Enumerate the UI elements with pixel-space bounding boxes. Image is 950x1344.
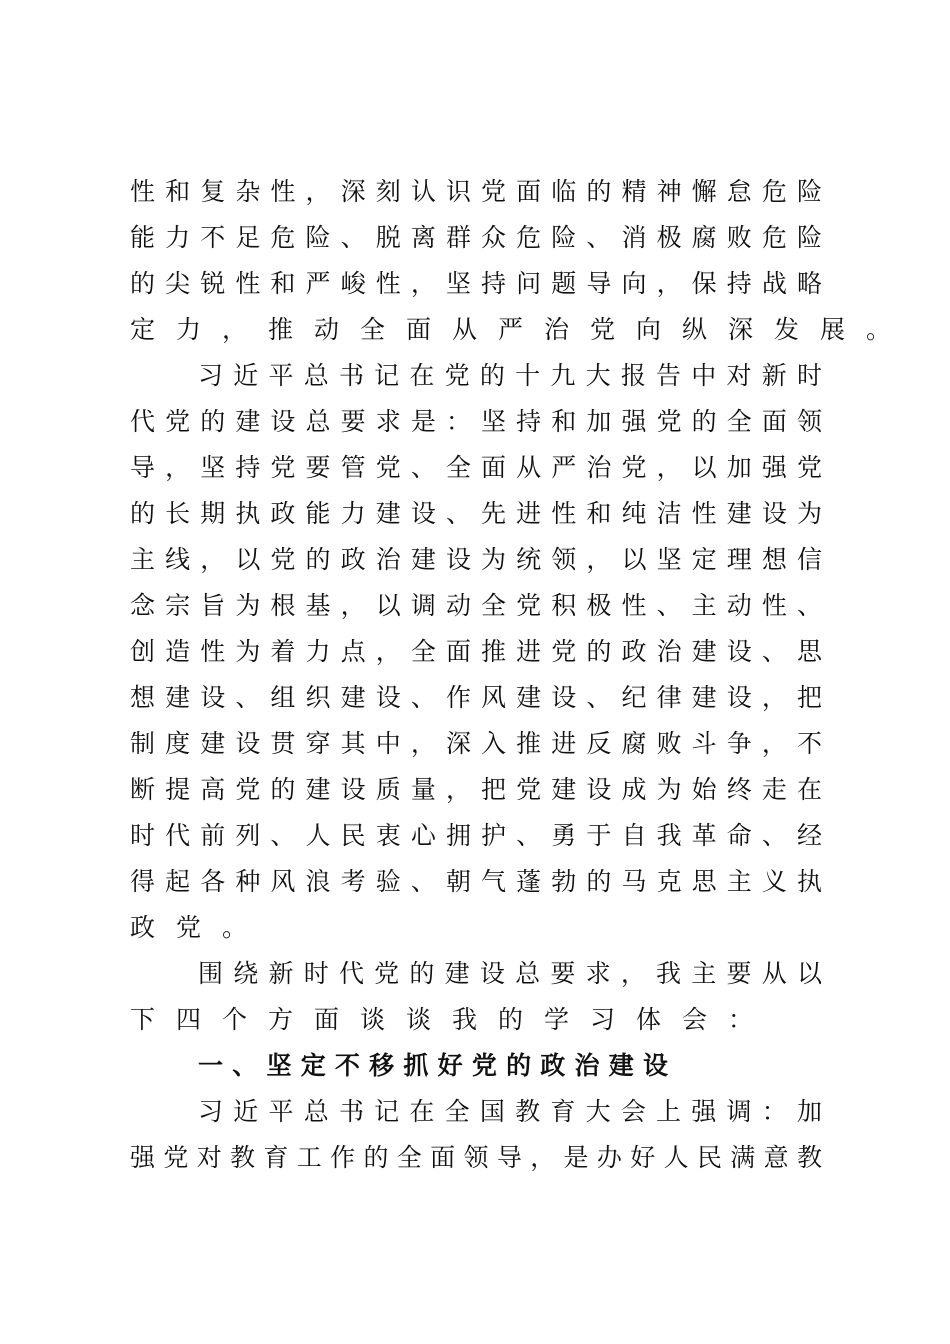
text-line: 代党的建设总要求是：坚持和加强党的全面领 — [130, 407, 822, 436]
text-line: 得起各种风浪考验、朝气蓬勃的马克思主义执 — [130, 867, 822, 896]
text-line: 性和复杂性，深刻认识党面临的精神懈怠危险 — [130, 177, 822, 206]
text-line: 时代前列、人民衷心拥护、勇于自我革命、经 — [130, 821, 822, 850]
text-line: 政党。 — [130, 913, 269, 942]
text-line: 导，坚持党要管党、全面从严治党，以加强党 — [130, 453, 822, 482]
text-line: 想建设、组织建设、作风建设、纪律建设，把 — [130, 683, 822, 712]
text-line: 的长期执政能力建设、先进性和纯洁性建设为 — [130, 499, 822, 528]
text-line: 强党对教育工作的全面领导，是办好人民满意教 — [130, 1143, 822, 1172]
text-line: 断提高党的建设质量，把党建设成为始终走在 — [130, 775, 822, 804]
text-line: 主线，以党的政治建设为统领，以坚定理想信 — [130, 545, 822, 574]
text-line: 的尖锐性和严峻性，坚持问题导向，保持战略 — [130, 269, 822, 298]
text-line: 围绕新时代党的建设总要求，我主要从以 — [198, 959, 822, 988]
text-line: 制度建设贯穿其中，深入推进反腐败斗争，不 — [130, 729, 822, 758]
text-line: 定力，推动全面从严治党向纵深发展。 — [130, 315, 913, 344]
text-line: 习近平总书记在全国教育大会上强调：加 — [198, 1097, 822, 1126]
text-line: 下四个方面谈谈我的学习体会： — [130, 1005, 775, 1034]
text-line: 习近平总书记在党的十九大报告中对新时 — [198, 361, 822, 390]
text-line: 念宗旨为根基，以调动全党积极性、主动性、 — [130, 591, 822, 620]
text-line: 创造性为着力点，全面推进党的政治建设、思 — [130, 637, 822, 666]
text-line: 能力不足危险、脱离群众危险、消极腐败危险 — [130, 223, 822, 252]
section-heading: 一、坚定不移抓好党的政治建设 — [198, 1051, 668, 1080]
